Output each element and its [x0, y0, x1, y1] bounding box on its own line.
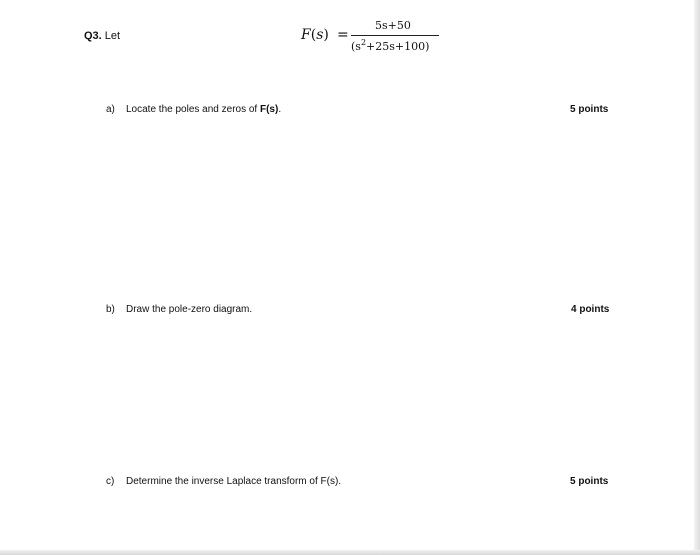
formula-equals: = — [337, 27, 349, 43]
part-a-letter: a) — [106, 104, 115, 115]
denominator-open: (s — [351, 40, 361, 53]
page-edge-shadow-bottom — [0, 550, 700, 555]
part-a-text: Locate the poles and zeros of — [126, 104, 260, 115]
part-a-points: 5 points — [570, 104, 609, 115]
part-c-prompt — [106, 476, 341, 487]
part-b-text: Draw the pole-zero diagram. — [126, 304, 253, 315]
formula-variable: s — [316, 27, 324, 43]
question-intro: Let — [104, 30, 121, 42]
part-a-function: F(s) — [259, 104, 279, 115]
denominator-exponent: 2 — [360, 38, 367, 47]
page-edge-shadow-right — [694, 0, 700, 555]
part-a-punct: . — [278, 104, 282, 115]
part-b-letter: b) — [106, 304, 115, 315]
formula-function-name: F — [301, 27, 311, 43]
part-b-points: 4 points — [571, 304, 610, 315]
part-a-prompt — [106, 104, 281, 115]
formula-denominator — [351, 38, 429, 53]
question-label — [84, 30, 120, 42]
formula-numerator: 5s+50 — [375, 19, 411, 32]
part-b-prompt — [106, 304, 252, 315]
part-c-text: Determine the inverse Laplace transform of F(s). — [126, 476, 342, 487]
denominator-rest: +25s+100) — [366, 40, 430, 53]
part-c-points: 5 points — [570, 476, 609, 487]
part-c-letter: c) — [106, 476, 115, 487]
question-number: Q3. — [84, 30, 102, 42]
formula-lhs: F(s) — [301, 27, 329, 43]
fraction-bar — [351, 35, 439, 36]
